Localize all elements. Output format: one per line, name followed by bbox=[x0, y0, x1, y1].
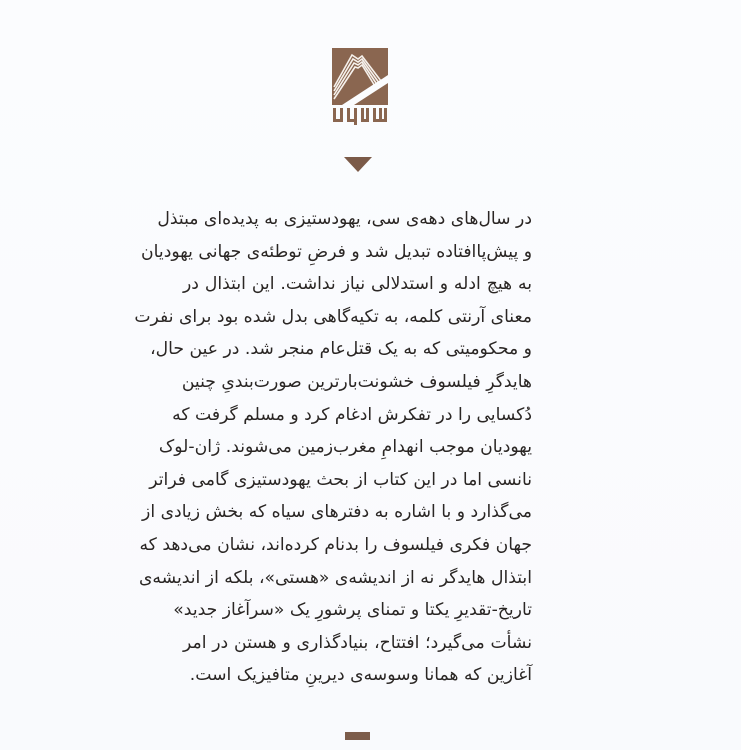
blurb-line: تاریخ-تقدیرِ یکتا و تمنای پرشورِ یک «سرآغاز جدید» bbox=[173, 600, 532, 621]
blurb-line: ابتذال هایدگر نه از اندیشه‌ی «هستی»، بلکه از اندیشه‌ی bbox=[138, 567, 532, 588]
blurb-line: هایدگرِ فیلسوف خشونت‌بارترین صورت‌بندیِ چنین bbox=[181, 371, 532, 392]
blurb-line: به هیچ ادله و استدلالی نیاز نداشت. این ابتذال در bbox=[183, 274, 532, 295]
blurb-line: نانسی اما در این کتاب از بحث یهودستیزی گامی فراتر bbox=[149, 469, 532, 490]
blurb-line: در سال‌های دهه‌ی سی، یهودستیزی به پدیده‌ای مبتذل bbox=[157, 209, 532, 229]
blurb-line: جهان فکری فیلسوف را بدنام کرده‌اند، نشان می‌دهد که bbox=[139, 534, 532, 555]
publisher-logo-icon bbox=[332, 47, 388, 127]
blurb-line: معنای آرنتی کلمه، به تکیه‌گاهی بدل شده بود برای نفرت bbox=[134, 306, 532, 327]
blurb-line: و محکومیتی که به یک قتل‌عام منجر شد. در عین حال، bbox=[150, 339, 532, 360]
blurb-line: می‌گذارد و با اشاره به دفترهای سیاه که بخش زیادی از bbox=[142, 502, 532, 523]
blurb-line: دُکسایی را در تفکرش ادغام کرد و مسلم گرفت که bbox=[172, 404, 532, 425]
publisher-logo bbox=[332, 47, 388, 127]
blurb-line: یهودیان موجب انهدامِ مغرب‌زمین می‌شوند. ژان-لوک bbox=[158, 437, 532, 458]
blurb-line-last: آغازین که همانا وسوسه‌ی دیرینِ متافیزیک است. bbox=[189, 665, 532, 686]
triangle-divider-icon bbox=[344, 157, 372, 172]
footer-bar-ornament bbox=[345, 732, 370, 740]
blurb-paragraph bbox=[134, 203, 532, 692]
blurb-line: و پیش‌پاافتاده تبدیل شد و فرضِ توطئه‌ی جهانی یهودیان bbox=[141, 241, 532, 262]
blurb-line: نشأت می‌گیرد؛ افتتاح، بنیادگذاری و هستن در امر bbox=[183, 632, 532, 653]
